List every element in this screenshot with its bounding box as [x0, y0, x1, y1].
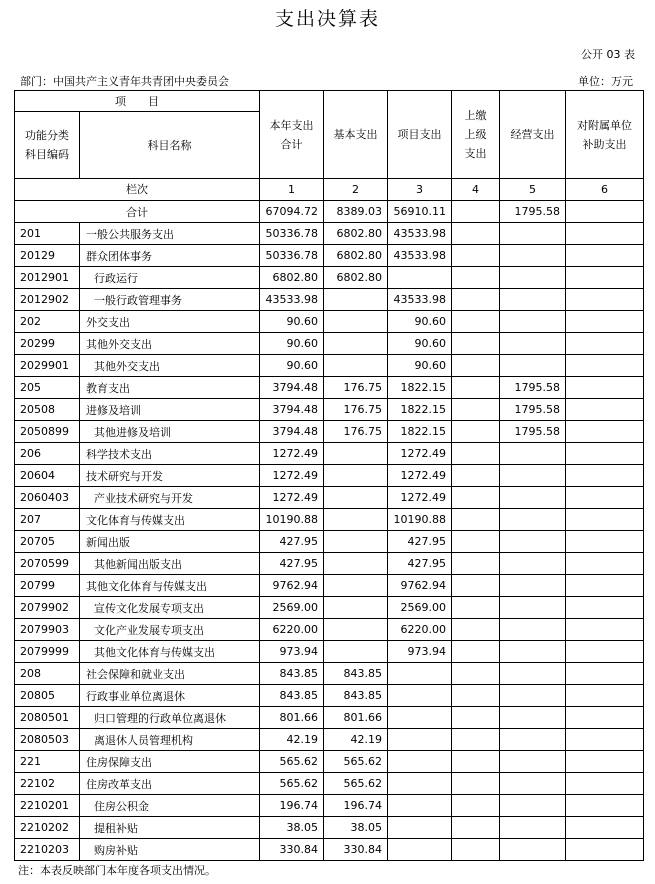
cell-operating	[500, 487, 566, 509]
cell-code: 20299	[15, 333, 80, 355]
cell-code: 2079999	[15, 641, 80, 663]
cell-name: 一般公共服务支出	[80, 223, 260, 245]
cell-remit	[452, 223, 500, 245]
cell-subsidy	[566, 575, 644, 597]
table-row	[15, 267, 644, 289]
cell-operating	[500, 289, 566, 311]
cell-total: 1272.49	[260, 443, 324, 465]
header-subsidy: 对附属单位 补助支出	[566, 91, 644, 179]
cell-name: 新闻出版	[80, 531, 260, 553]
cell-remit	[452, 377, 500, 399]
cell-code: 2012902	[15, 289, 80, 311]
cell-subsidy	[566, 839, 644, 861]
cell-total: 6220.00	[260, 619, 324, 641]
cell-total: 196.74	[260, 795, 324, 817]
cell-project: 43533.98	[388, 245, 452, 267]
cell-subsidy	[566, 773, 644, 795]
cell-code: 20805	[15, 685, 80, 707]
cell-total: 90.60	[260, 311, 324, 333]
cell-name: 文化产业发展专项支出	[80, 619, 260, 641]
table-row	[15, 311, 644, 333]
seq-label: 栏次	[15, 179, 260, 201]
cell-project: 1272.49	[388, 487, 452, 509]
cell-name: 其他文化体育与传媒支出	[80, 641, 260, 663]
cell-total: 3794.48	[260, 421, 324, 443]
cell-project: 90.60	[388, 333, 452, 355]
cell-operating	[500, 597, 566, 619]
table-row	[15, 443, 644, 465]
cell-subsidy	[566, 641, 644, 663]
cell-project: 2569.00	[388, 597, 452, 619]
cell-project: 56910.11	[388, 201, 452, 223]
table-row	[15, 487, 644, 509]
cell-remit	[452, 399, 500, 421]
cell-project	[388, 817, 452, 839]
cell-project: 1822.15	[388, 421, 452, 443]
cell-name: 其他外交支出	[80, 355, 260, 377]
cell-basic	[324, 619, 388, 641]
cell-subsidy	[566, 421, 644, 443]
cell-operating	[500, 773, 566, 795]
cell-project: 9762.94	[388, 575, 452, 597]
table-row	[15, 795, 644, 817]
cell-basic	[324, 575, 388, 597]
cell-basic: 196.74	[324, 795, 388, 817]
cell-basic: 38.05	[324, 817, 388, 839]
expenditure-table	[14, 90, 644, 861]
cell-operating	[500, 355, 566, 377]
cell-basic	[324, 333, 388, 355]
cell-subsidy	[566, 817, 644, 839]
cell-project	[388, 795, 452, 817]
table-row	[15, 289, 644, 311]
cell-basic	[324, 443, 388, 465]
table-row	[15, 707, 644, 729]
header-operating: 经营支出	[500, 91, 566, 179]
cell-code: 20799	[15, 575, 80, 597]
cell-remit	[452, 421, 500, 443]
header-name: 科目名称	[80, 112, 260, 179]
cell-total: 90.60	[260, 333, 324, 355]
cell-code: 202	[15, 311, 80, 333]
cell-total: 1272.49	[260, 465, 324, 487]
cell-project	[388, 773, 452, 795]
cell-operating: 1795.58	[500, 201, 566, 223]
cell-subsidy	[566, 487, 644, 509]
cell-operating	[500, 245, 566, 267]
table-row	[15, 223, 644, 245]
table-row	[15, 553, 644, 575]
table-row	[15, 465, 644, 487]
cell-basic: 565.62	[324, 751, 388, 773]
cell-name: 其他进修及培训	[80, 421, 260, 443]
cell-name: 住房改革支出	[80, 773, 260, 795]
cell-subsidy	[566, 399, 644, 421]
cell-total: 565.62	[260, 751, 324, 773]
cell-name: 一般行政管理事务	[80, 289, 260, 311]
cell-basic: 565.62	[324, 773, 388, 795]
cell-remit	[452, 311, 500, 333]
cell-remit	[452, 619, 500, 641]
cell-subsidy	[566, 443, 644, 465]
cell-basic: 176.75	[324, 377, 388, 399]
cell-subsidy	[566, 685, 644, 707]
cell-project: 973.94	[388, 641, 452, 663]
cell-remit	[452, 553, 500, 575]
cell-total: 427.95	[260, 531, 324, 553]
cell-name: 归口管理的行政单位离退休	[80, 707, 260, 729]
cell-name: 住房公积金	[80, 795, 260, 817]
cell-name: 行政事业单位离退休	[80, 685, 260, 707]
cell-project: 1272.49	[388, 443, 452, 465]
cell-name: 科学技术支出	[80, 443, 260, 465]
cell-code: 2060403	[15, 487, 80, 509]
table-row	[15, 399, 644, 421]
cell-project: 1822.15	[388, 399, 452, 421]
cell-remit	[452, 509, 500, 531]
cell-code: 2050899	[15, 421, 80, 443]
cell-subsidy	[566, 333, 644, 355]
header-code: 功能分类 科目编码	[15, 112, 80, 179]
cell-remit	[452, 575, 500, 597]
cell-total: 843.85	[260, 685, 324, 707]
seq-number: 5	[500, 179, 566, 201]
cell-name: 离退休人员管理机构	[80, 729, 260, 751]
form-number: 公开 03 表	[581, 48, 635, 61]
cell-remit	[452, 531, 500, 553]
cell-total: 973.94	[260, 641, 324, 663]
cell-remit	[452, 641, 500, 663]
cell-operating: 1795.58	[500, 399, 566, 421]
table-row	[15, 245, 644, 267]
cell-subsidy	[566, 663, 644, 685]
cell-total: 2569.00	[260, 597, 324, 619]
cell-basic: 8389.03	[324, 201, 388, 223]
cell-project: 10190.88	[388, 509, 452, 531]
cell-code: 20604	[15, 465, 80, 487]
cell-operating	[500, 685, 566, 707]
cell-total: 565.62	[260, 773, 324, 795]
cell-code: 22102	[15, 773, 80, 795]
cell-subsidy	[566, 355, 644, 377]
cell-remit	[452, 663, 500, 685]
cell-subsidy	[566, 597, 644, 619]
cell-basic	[324, 355, 388, 377]
cell-basic: 6802.80	[324, 245, 388, 267]
cell-operating	[500, 553, 566, 575]
cell-remit	[452, 707, 500, 729]
page-title: 支出决算表	[274, 8, 380, 30]
cell-code: 2080501	[15, 707, 80, 729]
cell-subsidy	[566, 377, 644, 399]
cell-remit	[452, 729, 500, 751]
cell-code: 20129	[15, 245, 80, 267]
cell-total: 3794.48	[260, 399, 324, 421]
cell-total: 38.05	[260, 817, 324, 839]
cell-remit	[452, 333, 500, 355]
seq-number: 2	[324, 179, 388, 201]
cell-subsidy	[566, 245, 644, 267]
cell-basic: 176.75	[324, 399, 388, 421]
table-row	[15, 597, 644, 619]
cell-basic: 176.75	[324, 421, 388, 443]
cell-subsidy	[566, 795, 644, 817]
cell-code: 2012901	[15, 267, 80, 289]
cell-total: 843.85	[260, 663, 324, 685]
cell-project: 43533.98	[388, 223, 452, 245]
cell-operating	[500, 751, 566, 773]
cell-basic	[324, 553, 388, 575]
cell-operating	[500, 795, 566, 817]
cell-total: 50336.78	[260, 245, 324, 267]
cell-basic: 6802.80	[324, 267, 388, 289]
cell-operating	[500, 465, 566, 487]
cell-total: 50336.78	[260, 223, 324, 245]
seq-number: 6	[566, 179, 644, 201]
table-row	[15, 619, 644, 641]
cell-basic	[324, 641, 388, 663]
cell-remit	[452, 839, 500, 861]
cell-project: 427.95	[388, 531, 452, 553]
header-project: 项目支出	[388, 91, 452, 179]
cell-code: 2210203	[15, 839, 80, 861]
cell-name: 行政运行	[80, 267, 260, 289]
cell-code: 208	[15, 663, 80, 685]
cell-code: 20705	[15, 531, 80, 553]
header-basic: 基本支出	[324, 91, 388, 179]
cell-total: 43533.98	[260, 289, 324, 311]
table-row	[15, 839, 644, 861]
cell-remit	[452, 817, 500, 839]
cell-code: 2210201	[15, 795, 80, 817]
cell-total: 330.84	[260, 839, 324, 861]
cell-basic: 42.19	[324, 729, 388, 751]
cell-subsidy	[566, 619, 644, 641]
cell-code: 2079902	[15, 597, 80, 619]
cell-basic: 843.85	[324, 685, 388, 707]
cell-remit	[452, 245, 500, 267]
cell-basic: 843.85	[324, 663, 388, 685]
cell-operating	[500, 817, 566, 839]
table-row	[15, 817, 644, 839]
cell-basic	[324, 289, 388, 311]
table-row	[15, 377, 644, 399]
cell-basic	[324, 487, 388, 509]
cell-subsidy	[566, 729, 644, 751]
department-label: 部门：中国共产主义青年共青团中央委员会	[20, 75, 229, 88]
cell-operating	[500, 333, 566, 355]
cell-remit	[452, 685, 500, 707]
cell-subsidy	[566, 531, 644, 553]
cell-operating	[500, 509, 566, 531]
cell-code: 2079903	[15, 619, 80, 641]
seq-number: 1	[260, 179, 324, 201]
cell-project	[388, 729, 452, 751]
total-row	[15, 201, 644, 223]
cell-project: 90.60	[388, 311, 452, 333]
cell-operating	[500, 531, 566, 553]
cell-total: 1272.49	[260, 487, 324, 509]
cell-operating	[500, 839, 566, 861]
cell-operating	[500, 267, 566, 289]
cell-basic: 6802.80	[324, 223, 388, 245]
cell-name: 外交支出	[80, 311, 260, 333]
cell-total: 90.60	[260, 355, 324, 377]
unit-label: 单位：万元	[578, 75, 633, 88]
cell-name: 社会保障和就业支出	[80, 663, 260, 685]
cell-name: 提租补贴	[80, 817, 260, 839]
cell-name: 购房补贴	[80, 839, 260, 861]
cell-name: 进修及培训	[80, 399, 260, 421]
cell-subsidy	[566, 465, 644, 487]
cell-basic: 330.84	[324, 839, 388, 861]
cell-total: 42.19	[260, 729, 324, 751]
cell-operating: 1795.58	[500, 421, 566, 443]
cell-subsidy	[566, 553, 644, 575]
table-row	[15, 355, 644, 377]
cell-total: 427.95	[260, 553, 324, 575]
cell-project: 1822.15	[388, 377, 452, 399]
cell-operating	[500, 663, 566, 685]
cell-basic	[324, 509, 388, 531]
cell-remit	[452, 487, 500, 509]
table-row	[15, 509, 644, 531]
cell-name: 群众团体事务	[80, 245, 260, 267]
cell-total: 9762.94	[260, 575, 324, 597]
cell-remit	[452, 443, 500, 465]
cell-operating	[500, 641, 566, 663]
cell-remit	[452, 465, 500, 487]
cell-code: 221	[15, 751, 80, 773]
header-item-group: 项 目	[15, 91, 260, 112]
cell-project	[388, 839, 452, 861]
cell-operating: 1795.58	[500, 377, 566, 399]
cell-subsidy	[566, 289, 644, 311]
cell-total: 10190.88	[260, 509, 324, 531]
cell-operating	[500, 223, 566, 245]
cell-remit	[452, 597, 500, 619]
header-total: 本年支出 合计	[260, 91, 324, 179]
cell-basic: 801.66	[324, 707, 388, 729]
cell-project: 1272.49	[388, 465, 452, 487]
cell-subsidy	[566, 509, 644, 531]
cell-project: 43533.98	[388, 289, 452, 311]
seq-number: 3	[388, 179, 452, 201]
cell-code: 201	[15, 223, 80, 245]
header-remit: 上缴 上级 支出	[452, 91, 500, 179]
cell-operating	[500, 443, 566, 465]
cell-remit	[452, 267, 500, 289]
table-row	[15, 333, 644, 355]
cell-subsidy	[566, 311, 644, 333]
cell-basic	[324, 597, 388, 619]
table-row	[15, 773, 644, 795]
table-row	[15, 531, 644, 553]
cell-project	[388, 267, 452, 289]
seq-number: 4	[452, 179, 500, 201]
cell-total: 67094.72	[260, 201, 324, 223]
footnote: 注：本表反映部门本年度各项支出情况。	[18, 864, 216, 877]
table-row	[15, 729, 644, 751]
cell-basic	[324, 465, 388, 487]
cell-remit	[452, 201, 500, 223]
cell-project	[388, 751, 452, 773]
cell-operating	[500, 729, 566, 751]
cell-code: 2080503	[15, 729, 80, 751]
cell-project: 90.60	[388, 355, 452, 377]
cell-remit	[452, 795, 500, 817]
cell-operating	[500, 575, 566, 597]
cell-project: 427.95	[388, 553, 452, 575]
cell-name: 文化体育与传媒支出	[80, 509, 260, 531]
cell-operating	[500, 707, 566, 729]
table-row	[15, 421, 644, 443]
cell-name: 其他新闻出版支出	[80, 553, 260, 575]
cell-code: 2210202	[15, 817, 80, 839]
cell-remit	[452, 751, 500, 773]
cell-total: 3794.48	[260, 377, 324, 399]
cell-project: 6220.00	[388, 619, 452, 641]
cell-total: 6802.80	[260, 267, 324, 289]
cell-code: 2029901	[15, 355, 80, 377]
cell-subsidy	[566, 751, 644, 773]
table-row	[15, 575, 644, 597]
cell-name: 其他文化体育与传媒支出	[80, 575, 260, 597]
cell-project	[388, 685, 452, 707]
cell-name: 产业技术研究与开发	[80, 487, 260, 509]
table-row	[15, 663, 644, 685]
cell-name: 教育支出	[80, 377, 260, 399]
table-row	[15, 685, 644, 707]
cell-remit	[452, 289, 500, 311]
table-row	[15, 641, 644, 663]
cell-subsidy	[566, 707, 644, 729]
cell-subsidy	[566, 223, 644, 245]
cell-subsidy	[566, 267, 644, 289]
cell-operating	[500, 311, 566, 333]
cell-code: 2070599	[15, 553, 80, 575]
cell-remit	[452, 355, 500, 377]
cell-code: 207	[15, 509, 80, 531]
cell-remit	[452, 773, 500, 795]
cell-basic	[324, 311, 388, 333]
cell-name: 其他外交支出	[80, 333, 260, 355]
cell-project	[388, 663, 452, 685]
cell-name: 宣传文化发展专项支出	[80, 597, 260, 619]
cell-total: 801.66	[260, 707, 324, 729]
total-label: 合计	[15, 201, 260, 223]
cell-code: 205	[15, 377, 80, 399]
cell-code: 206	[15, 443, 80, 465]
cell-project	[388, 707, 452, 729]
cell-code: 20508	[15, 399, 80, 421]
cell-basic	[324, 531, 388, 553]
cell-name: 技术研究与开发	[80, 465, 260, 487]
cell-name: 住房保障支出	[80, 751, 260, 773]
cell-operating	[500, 619, 566, 641]
table-row	[15, 751, 644, 773]
cell-subsidy	[566, 201, 644, 223]
